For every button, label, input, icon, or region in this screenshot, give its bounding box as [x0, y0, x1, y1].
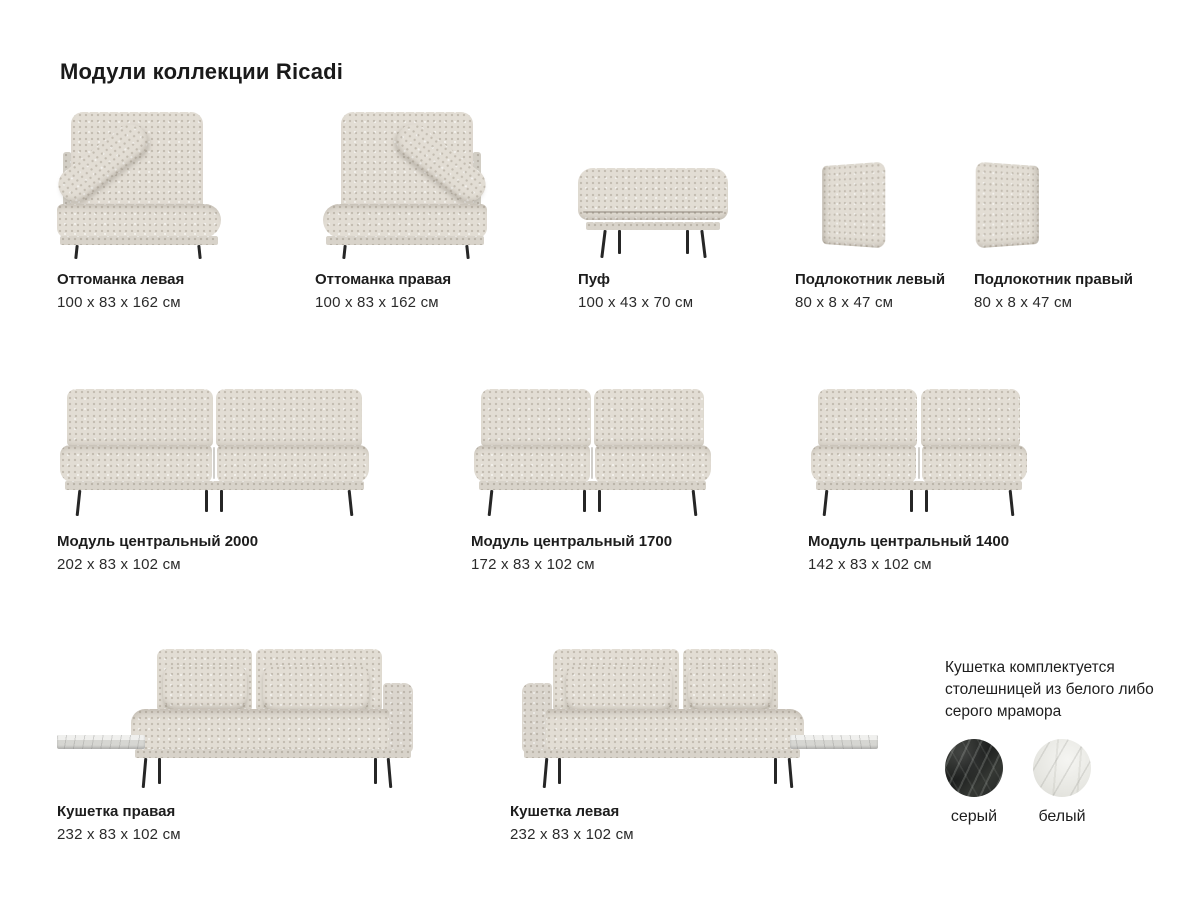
leg: [700, 230, 706, 258]
leg: [618, 230, 621, 254]
ottoman-base: [60, 236, 218, 245]
module-back-cushion: [921, 389, 1020, 447]
couch-base: [135, 749, 411, 758]
page-title: Модули коллекции Ricadi: [60, 58, 344, 84]
leg: [220, 490, 223, 512]
product-card-ottoman-right: [315, 110, 487, 311]
product-dimensions: 100 x 83 x 162 см: [315, 294, 439, 311]
product-dimensions: 232 x 83 x 102 см: [57, 826, 181, 843]
ottoman-seat: [323, 204, 487, 238]
armrest-right-illustration: [974, 110, 1114, 258]
module-back-cushion: [67, 389, 213, 447]
product-dimensions: 80 x 8 x 47 см: [974, 294, 1073, 311]
product-name: Кушетка правая: [57, 803, 176, 820]
module-back-cushion: [216, 389, 362, 447]
product-card-module-1700: [471, 375, 714, 573]
gray-marble-icon: [945, 739, 1003, 797]
product-card-ottoman-left: [57, 110, 229, 311]
product-card-couch-right: [57, 645, 425, 843]
product-name: Модуль центральный 2000: [57, 533, 259, 550]
couch-seat: [131, 709, 389, 751]
armrest-left-illustration: [795, 110, 945, 258]
module-seat-cushion: [595, 445, 711, 483]
module-seat-seam: [591, 447, 593, 479]
module-seat-cushion: [474, 445, 590, 483]
leg: [1009, 490, 1015, 516]
pouf-illustration: [578, 110, 730, 258]
marble-swatch-white: [1033, 739, 1091, 826]
leg: [488, 490, 494, 516]
product-name: Подлокотник правый: [974, 271, 1133, 288]
ottoman-right-illustration: [315, 110, 487, 258]
couch-base: [524, 749, 800, 758]
product-name: Модуль центральный 1400: [808, 533, 1010, 550]
leg: [686, 230, 689, 254]
swatch-label: белый: [1038, 808, 1086, 825]
couch-left-illustration: [510, 645, 878, 790]
marble-swatch-gray: [945, 739, 1003, 826]
leg: [158, 758, 161, 784]
swatch-label: серый: [950, 808, 998, 825]
ottoman-left-illustration: [57, 110, 229, 258]
product-card-couch-left: [510, 645, 878, 843]
white-marble-icon: [1033, 739, 1091, 797]
ottoman-base: [326, 236, 484, 245]
module-back-cushion: [594, 389, 704, 447]
leg: [342, 245, 346, 259]
product-card-armrest-left: [795, 110, 945, 311]
module-seat-cushion: [922, 445, 1027, 483]
module-2000-illustration: [57, 375, 372, 520]
note-text: Кушетка комплектуется столешницей из белого либо серого мрамора: [945, 659, 1154, 720]
product-dimensions: 202 x 83 x 102 см: [57, 556, 181, 573]
couch-pillow: [163, 665, 247, 709]
couch-pillow: [263, 665, 369, 711]
marble-side-table: [790, 735, 878, 749]
module-seat-seam: [213, 447, 215, 479]
couch-tabletop-note: [945, 657, 1160, 826]
leg: [823, 490, 829, 516]
leg: [925, 490, 928, 512]
product-name: Модуль центральный 1700: [471, 533, 673, 550]
leg: [74, 245, 78, 259]
marble-side-table: [57, 735, 145, 749]
product-card-module-1400: [808, 375, 1030, 573]
leg: [205, 490, 208, 512]
leg: [910, 490, 913, 512]
couch-seat: [546, 709, 804, 751]
module-back-cushion: [818, 389, 917, 447]
product-name: Кушетка левая: [510, 803, 620, 820]
leg: [692, 490, 698, 516]
leg: [348, 490, 354, 516]
leg: [465, 245, 469, 259]
armrest-panel: [822, 162, 885, 249]
module-back-cushion: [481, 389, 591, 447]
module-1400-illustration: [808, 375, 1030, 520]
product-dimensions: 100 x 83 x 162 см: [57, 294, 181, 311]
leg: [558, 758, 561, 784]
leg: [583, 490, 586, 512]
leg: [197, 245, 201, 259]
product-dimensions: 232 x 83 x 102 см: [510, 826, 634, 843]
ottoman-seat: [57, 204, 221, 238]
marble-swatches: [945, 739, 1160, 826]
product-card-module-2000: [57, 375, 372, 573]
leg: [142, 758, 148, 788]
module-base: [65, 481, 364, 490]
product-name: Оттоманка левая: [57, 271, 185, 288]
product-name: Пуф: [578, 271, 611, 288]
leg: [598, 490, 601, 512]
product-card-armrest-right: [974, 110, 1133, 311]
product-name: Подлокотник левый: [795, 271, 946, 288]
pouf-base: [586, 222, 720, 230]
module-seat-cushion: [60, 445, 212, 483]
product-dimensions: 172 x 83 x 102 см: [471, 556, 595, 573]
leg: [774, 758, 777, 784]
module-seat-seam: [918, 447, 920, 479]
product-name: Оттоманка правая: [315, 271, 452, 288]
leg: [387, 758, 393, 788]
pouf-seam: [583, 211, 723, 213]
product-dimensions: 80 x 8 x 47 см: [795, 294, 894, 311]
leg: [76, 490, 82, 516]
leg: [788, 758, 794, 788]
module-seat-cushion: [217, 445, 369, 483]
leg: [374, 758, 377, 784]
couch-pillow: [688, 665, 772, 709]
couch-right-illustration: [57, 645, 425, 790]
module-seat-cushion: [811, 445, 916, 483]
module-1700-illustration: [471, 375, 714, 520]
leg: [543, 758, 549, 788]
couch-pillow: [566, 665, 672, 711]
leg: [600, 230, 606, 258]
product-card-pouf: [578, 110, 730, 311]
product-dimensions: 142 x 83 x 102 см: [808, 556, 932, 573]
module-base: [479, 481, 706, 490]
product-dimensions: 100 x 43 x 70 см: [578, 294, 694, 311]
armrest-panel: [976, 162, 1039, 249]
module-base: [816, 481, 1022, 490]
